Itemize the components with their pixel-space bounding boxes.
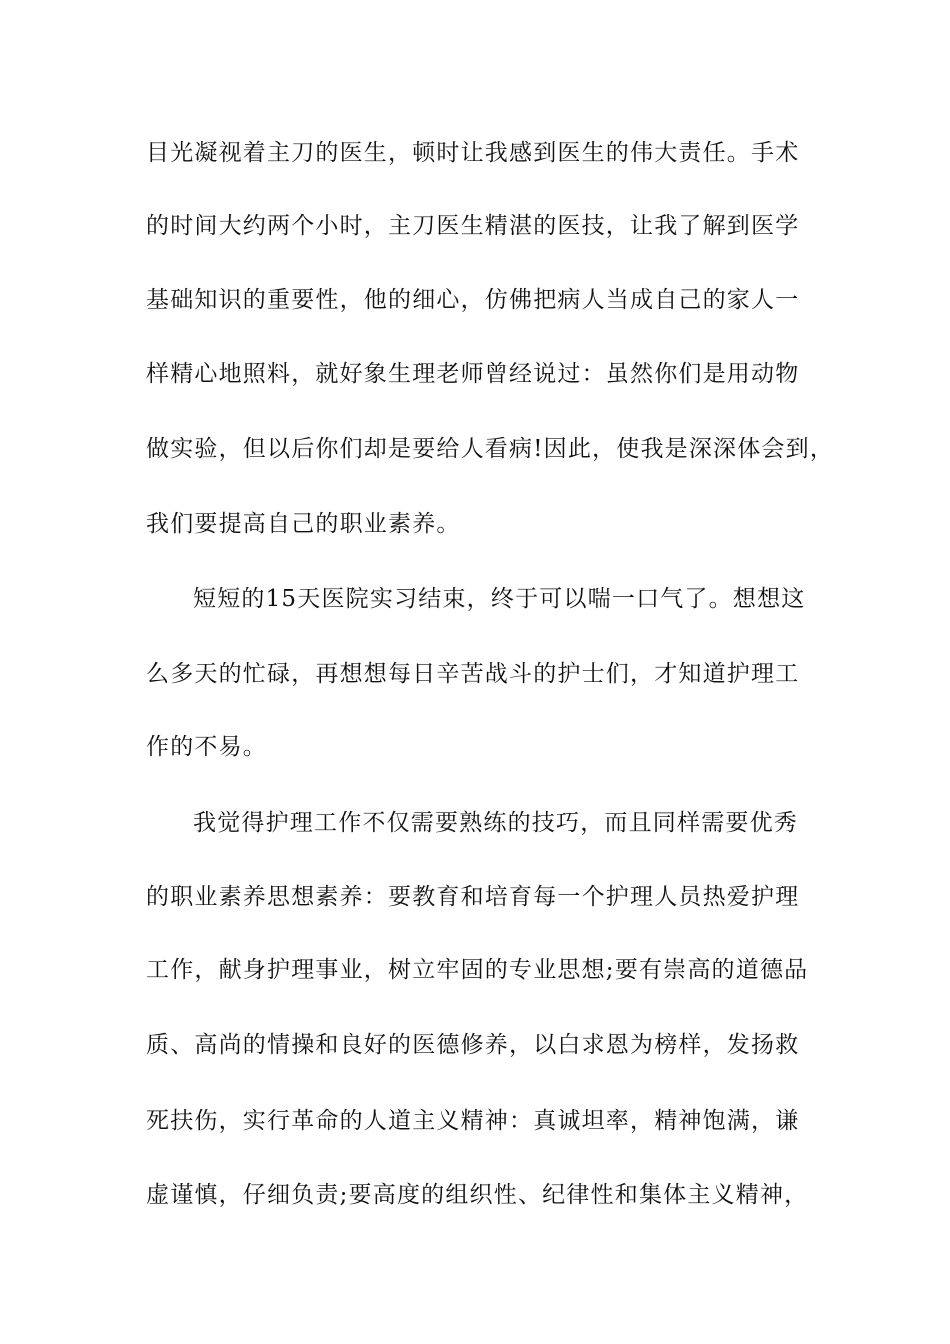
paragraph-1-line-5: 做实验，但以后你们却是要给人看病!因此，使我是深深体会到， [146,436,835,462]
paragraph-3-line-5: 死扶伤，实行革命的人道主义精神：真诚坦率，精神饱满，谦 [146,1108,800,1134]
paragraph-3-line-1: 我觉得护理工作不仅需要熟练的技巧，而且同样需要优秀 [193,810,798,836]
paragraph-3-line-6: 虚谨慎，仔细负责;要高度的组织性、纪律性和集体主义精神， [146,1182,809,1208]
paragraph-1-line-2: 的时间大约两个小时，主刀医生精湛的医技，让我了解到医学 [146,213,800,239]
paragraph-1-line-3: 基础知识的重要性，他的细心，仿佛把病人当成自己的家人一 [146,287,800,313]
paragraph-3-line-3: 工作，献身护理事业，树立牢固的专业思想;要有崇高的道德品 [146,957,809,983]
paragraph-2-line-3: 作的不易。 [146,734,267,760]
paragraph-3-line-2: 的职业素养思想素养：要教育和培育每一个护理人员热爱护理 [146,884,800,910]
paragraph-1-line-4: 样精心地照料，就好象生理老师曾经说过：虽然你们是用动物 [146,361,800,387]
paragraph-3-line-4: 质、高尚的情操和良好的医德修养，以白求恩为榜样，发扬救 [146,1032,800,1058]
paragraph-2-line-2: 么多天的忙碌，再想想每日辛苦战斗的护士们，才知道护理工 [146,661,800,687]
paragraph-1-line-1: 目光凝视着主刀的医生，顿时让我感到医生的伟大责任。手术 [146,140,800,166]
paragraph-2-line-1: 短短的15天医院实习结束，终于可以喘一口气了。想想这 [193,586,806,612]
paragraph-1-line-6: 我们要提高自己的职业素养。 [146,511,461,537]
